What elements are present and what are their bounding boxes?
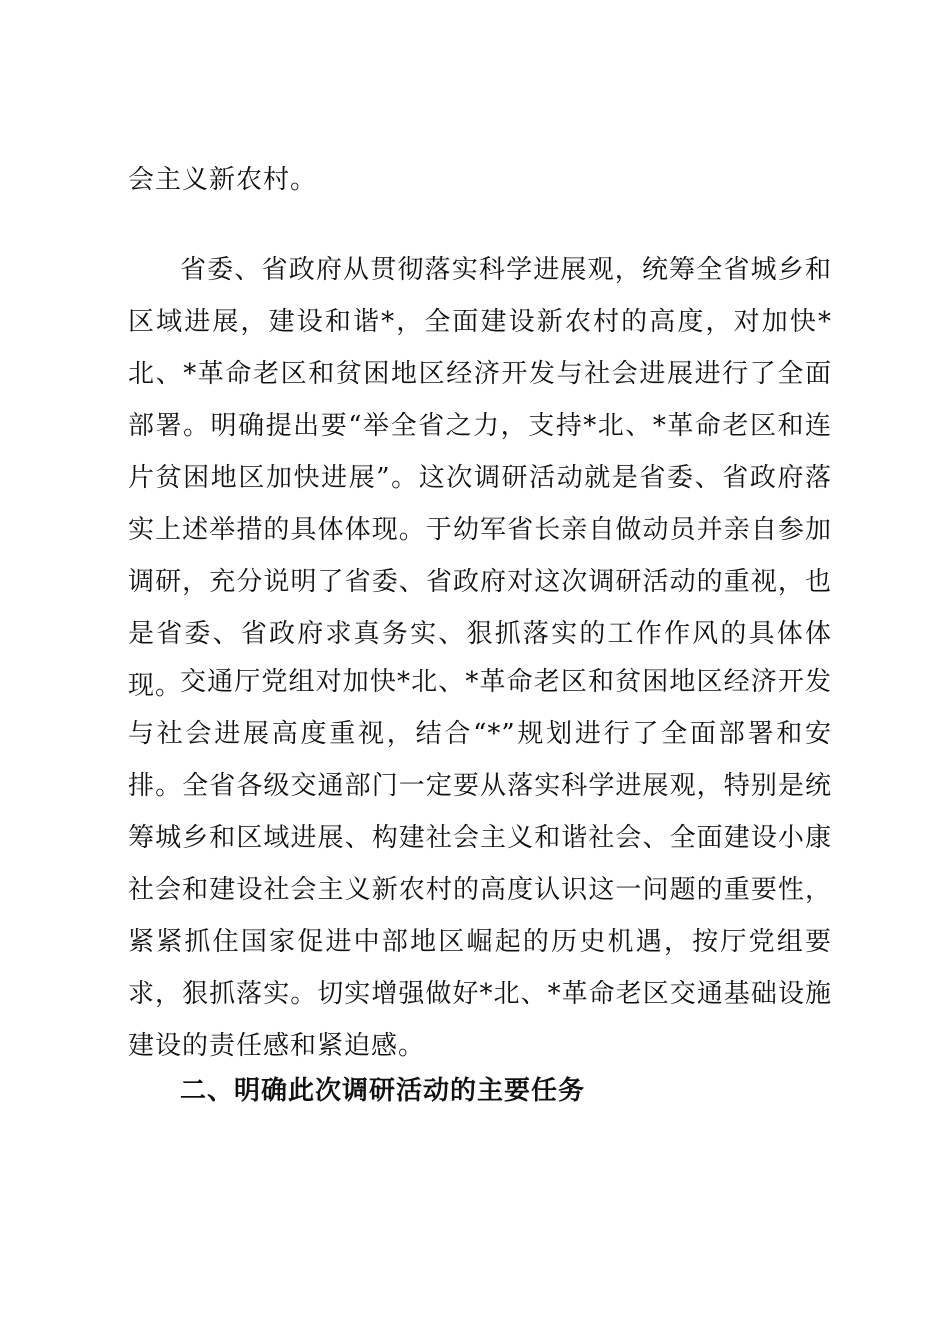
section-heading: 二、明确此次调研活动的主要任务: [180, 1076, 586, 1106]
paragraph-continuation: 会主义新农村。: [128, 165, 318, 195]
paragraph-provincial-deployment: 省委、省政府从贯彻落实科学进展观，统筹全省城乡和区域进展，建设和谐*，全面建设新农村的高度，对加快*北、*革命老区和贫困地区经济开发与社会进展进行了全面部署。明确提出要“举全省之力，支持*北、*革命老区和连片贫困地区加快进展”。这次调研活动就是省委、省政府落实上述举措的具体体现。于幼军省长亲自做动员并亲自参加调研，充分说明了省委、省政府对这次调研活动的重视，也是省委、省政府求真务实、狠抓落实的工作作风的具体体现。: [128, 255, 832, 701]
paragraph-transport-department: 交通厅党组对加快*北、*革命老区和贫困地区经济开发与社会进展高度重视，结合“*”规划进行了全面部署和安排。全省各级交通部门一定要从落实科学进展观，特别是统筹城乡和区域进展、构建社会主义和谐社会、全面建设小康社会和建设社会主义新农村的高度认识这一问题的重要性，紧紧抓住国家促进中部地区崛起的历史机遇，按厅党组要求，狠抓落实。切实增强做好*北、*革命老区交通基础设施建设的责任感和紧迫感。: [128, 667, 832, 1061]
